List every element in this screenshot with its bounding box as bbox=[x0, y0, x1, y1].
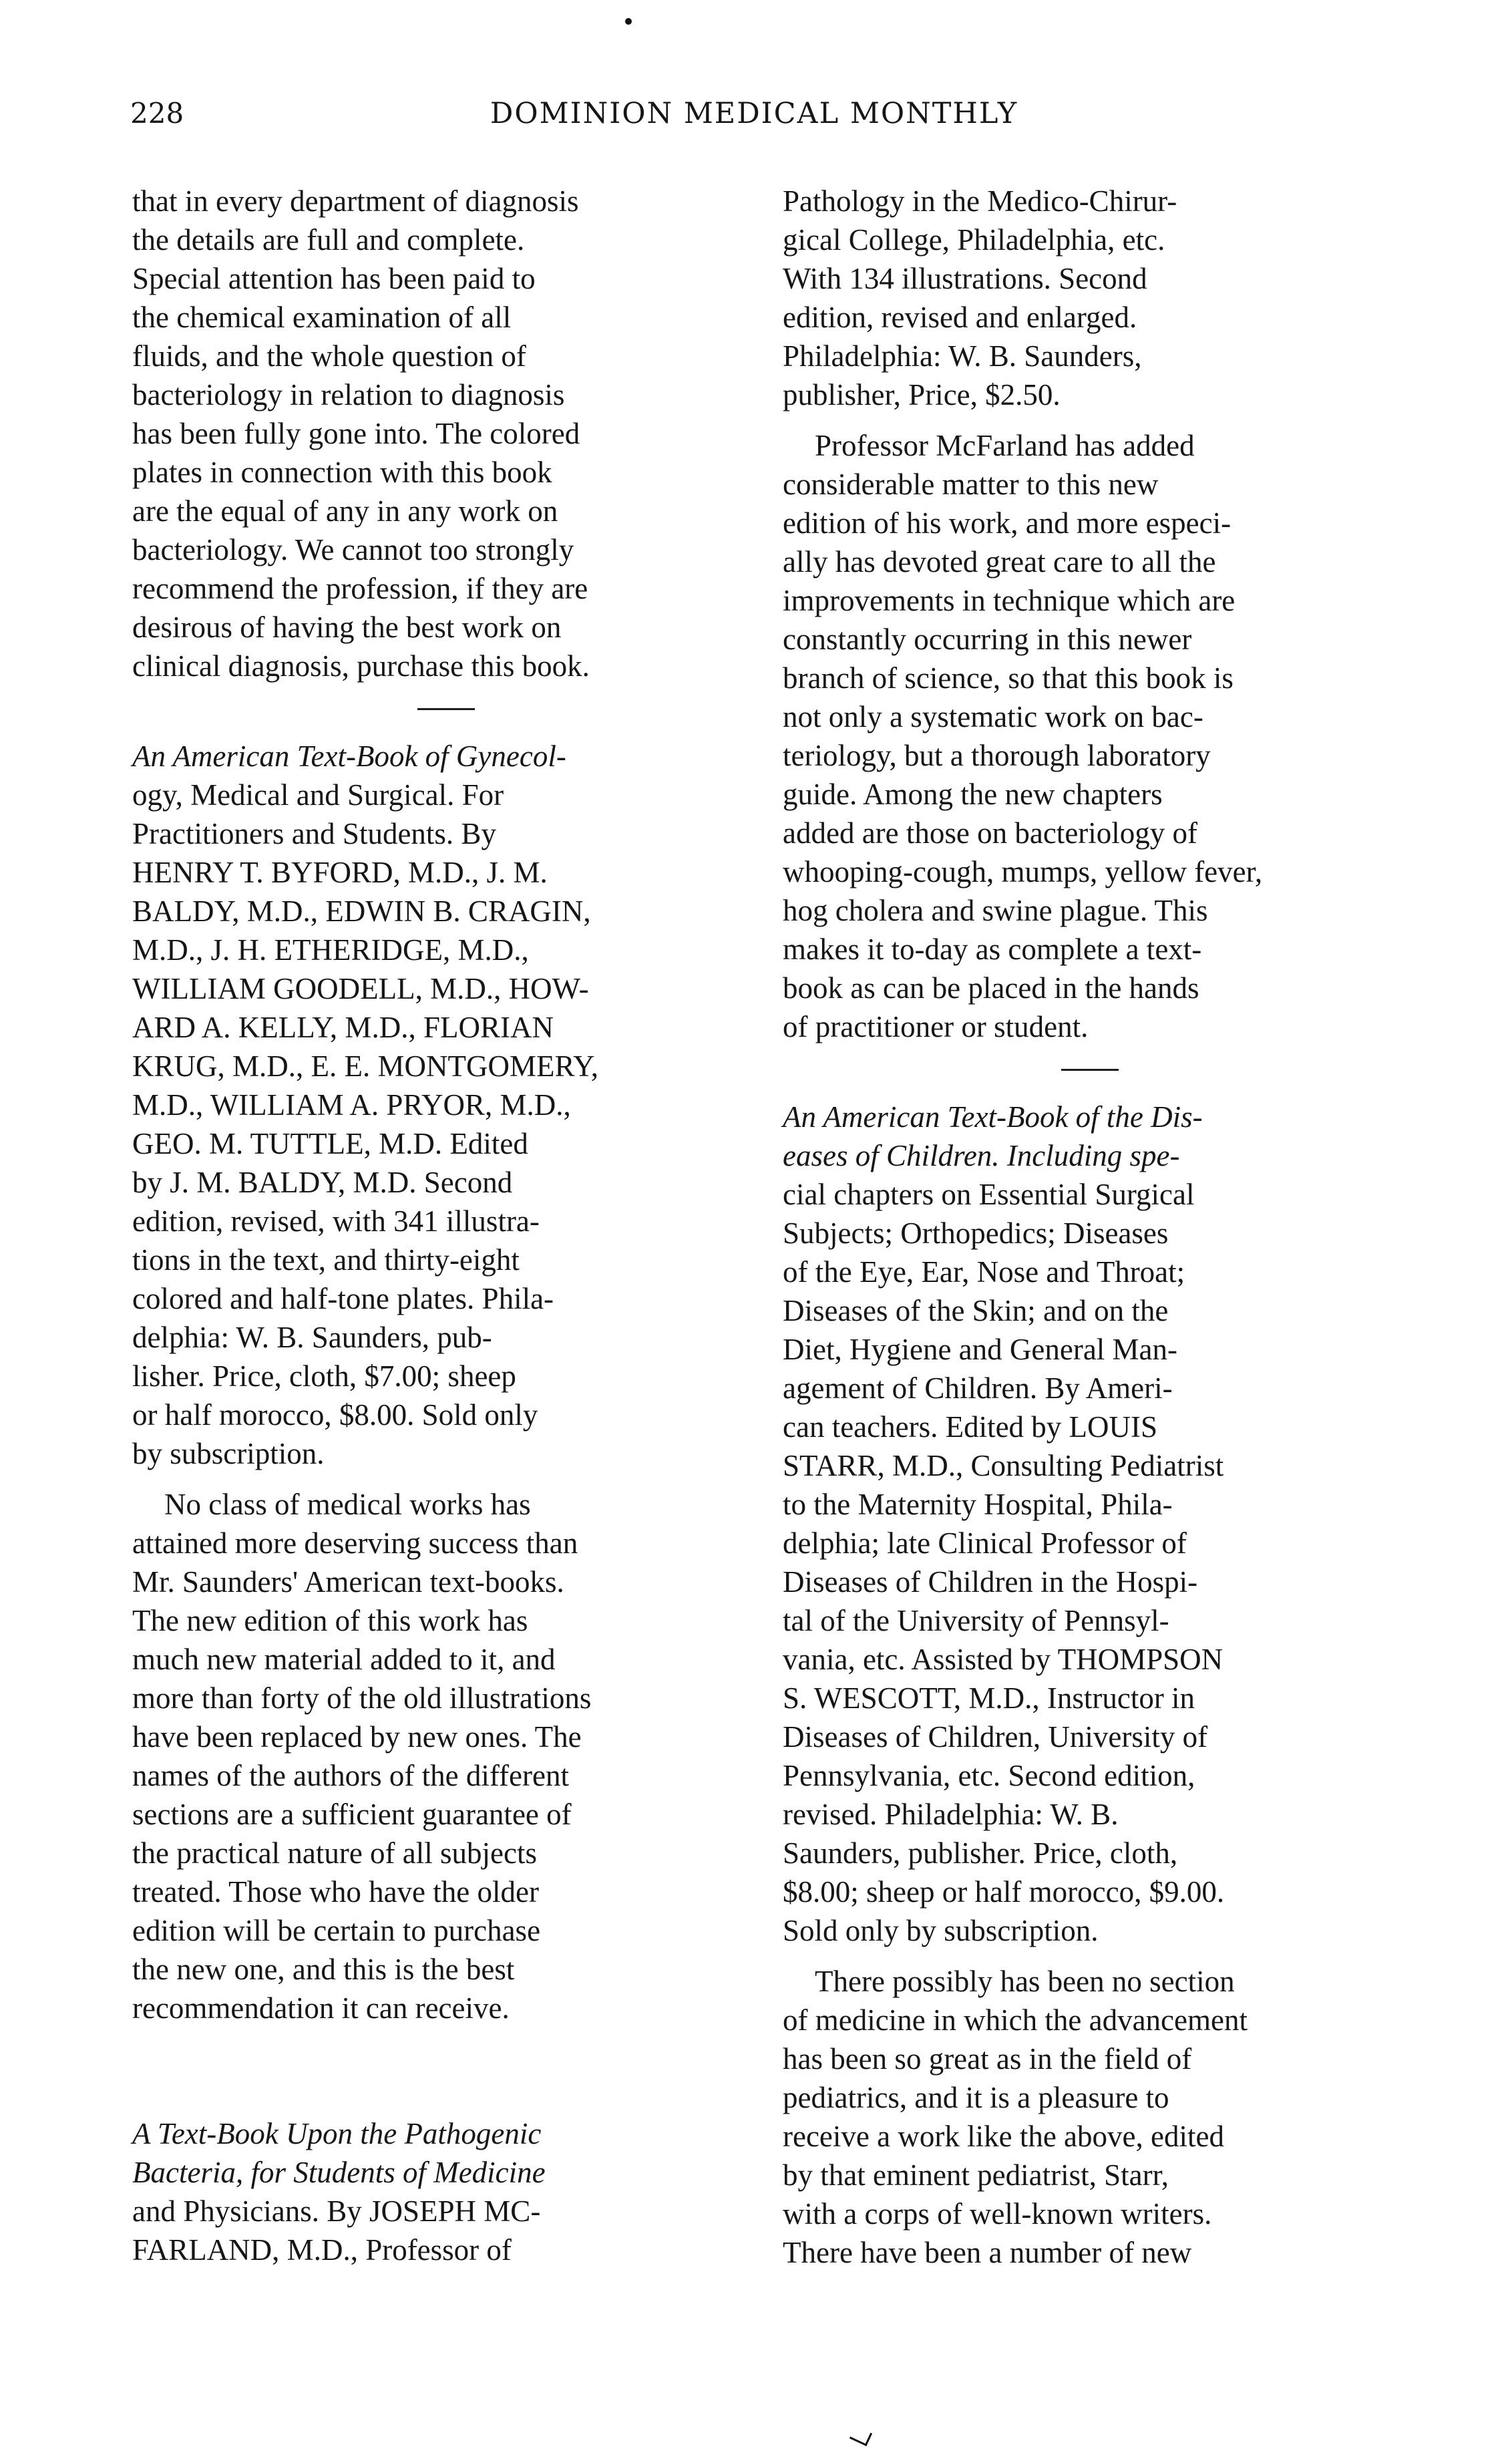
bacteria-review-paragraph bbox=[783, 426, 1397, 1046]
paragraph-spacing bbox=[783, 1950, 1397, 1962]
left-intro-paragraph bbox=[132, 182, 760, 685]
book-detail-line: by J. M. BALDY, M.D. Second bbox=[132, 1166, 513, 1199]
text-line: edition will be certain to purchase bbox=[132, 1914, 541, 1947]
book-detail-line: Subjects; Orthopedics; Diseases bbox=[783, 1216, 1169, 1250]
text-line: receive a work like the above, edited bbox=[783, 2120, 1224, 2153]
text-line: names of the authors of the different bbox=[132, 1759, 569, 1792]
text-line: has been fully gone into. The colored bbox=[132, 417, 580, 450]
text-line: hog cholera and swine plague. This bbox=[783, 894, 1208, 927]
book-detail-line: Diet, Hygiene and General Man- bbox=[783, 1333, 1178, 1366]
text-line: book as can be placed in the hands bbox=[783, 971, 1199, 1005]
text-line: ally has devoted great care to all the bbox=[783, 545, 1216, 579]
text-line: improvements in technique which are bbox=[783, 584, 1236, 617]
section-divider bbox=[417, 708, 475, 710]
text-line: branch of science, so that this book is bbox=[783, 661, 1234, 695]
book-detail-line: With 134 illustrations. Second bbox=[783, 262, 1147, 295]
book-detail-line: lisher. Price, cloth, $7.00; sheep bbox=[132, 1359, 516, 1393]
book-detail-line: delphia: W. B. Saunders, pub- bbox=[132, 1321, 492, 1354]
top-print-mark bbox=[625, 18, 632, 25]
text-line: has been so great as in the field of bbox=[783, 2042, 1192, 2076]
book-detail-line: delphia; late Clinical Professor of bbox=[783, 1526, 1187, 1560]
book-detail-line: M.D., WILLIAM A. PRYOR, M.D., bbox=[132, 1088, 571, 1122]
page-number: 228 bbox=[130, 97, 184, 130]
text-line: Special attention has been paid to bbox=[132, 262, 536, 295]
bacteria-entry-continued bbox=[783, 182, 1397, 414]
book-detail-line: ARD A. KELLY, M.D., FLORIAN bbox=[132, 1011, 554, 1044]
text-line: recommend the profession, if they are bbox=[132, 572, 588, 605]
text-line: clinical diagnosis, purchase this book. bbox=[132, 649, 590, 683]
book-detail-line: vania, etc. Assisted by THOMPSON bbox=[783, 1643, 1223, 1676]
running-title: DOMINION MEDICAL MONTHLY bbox=[490, 97, 1018, 130]
text-line: considerable matter to this new bbox=[783, 468, 1159, 501]
text-line: the practical nature of all subjects bbox=[132, 1836, 537, 1870]
text-line: There possibly has been no section bbox=[815, 1965, 1235, 1998]
text-line: Professor McFarland has added bbox=[815, 429, 1195, 462]
book-detail-line: tal of the University of Pennsyl- bbox=[783, 1604, 1169, 1637]
text-line: more than forty of the old illustrations bbox=[132, 1681, 592, 1715]
book-detail-line: tions in the text, and thirty-eight bbox=[132, 1243, 520, 1277]
book-detail-line: edition, revised and enlarged. bbox=[783, 301, 1137, 334]
text-line: guide. Among the new chapters bbox=[783, 778, 1163, 811]
text-line: teriology, but a thorough laboratory bbox=[783, 739, 1211, 772]
text-line: Mr. Saunders' American text-books. bbox=[132, 1565, 564, 1599]
book-detail-line: HENRY T. BYFORD, M.D., J. M. bbox=[132, 856, 548, 889]
book-detail-line: and Physicians. By JOSEPH MC- bbox=[132, 2194, 541, 2228]
gynecology-review-paragraph bbox=[132, 1485, 760, 2027]
text-line: of medicine in which the advancement bbox=[783, 2003, 1248, 2037]
book-detail-line: S. WESCOTT, M.D., Instructor in bbox=[783, 1681, 1195, 1715]
book-detail-line: Practitioners and Students. By bbox=[132, 817, 496, 850]
book-detail-line: edition, revised, with 341 illustra- bbox=[132, 1204, 540, 1238]
book-detail-line: Diseases of Children, University of bbox=[783, 1720, 1208, 1754]
book-detail-line: to the Maternity Hospital, Phila- bbox=[783, 1488, 1173, 1521]
left-column bbox=[132, 182, 760, 2269]
right-column bbox=[783, 182, 1397, 2272]
text-line: attained more deserving success than bbox=[132, 1526, 578, 1560]
book-entry-gynecology bbox=[132, 737, 760, 1473]
book-detail-line: $8.00; sheep or half morocco, $9.00. bbox=[783, 1875, 1225, 1909]
book-detail-line: Diseases of Children in the Hospi- bbox=[783, 1565, 1198, 1599]
text-line: There have been a number of new bbox=[783, 2236, 1192, 2269]
book-detail-line: agement of Children. By Ameri- bbox=[783, 1371, 1173, 1405]
children-review-paragraph bbox=[783, 1962, 1397, 2272]
text-line: added are those on bacteriology of bbox=[783, 816, 1198, 850]
text-line: sections are a sufficient guarantee of bbox=[132, 1798, 572, 1831]
book-detail-line: Pathology in the Medico-Chirur- bbox=[783, 184, 1177, 218]
book-detail-line: ogy, Medical and Surgical. For bbox=[132, 778, 504, 812]
section-spacing bbox=[132, 2027, 760, 2114]
text-line: are the equal of any in any work on bbox=[132, 494, 558, 528]
book-detail-line: GEO. M. TUTTLE, M.D. Edited bbox=[132, 1127, 528, 1160]
text-line: that in every department of diagnosis bbox=[132, 184, 579, 218]
book-detail-line: BALDY, M.D., EDWIN B. CRAGIN, bbox=[132, 894, 591, 928]
text-line: fluids, and the whole question of bbox=[132, 339, 526, 373]
text-line: the details are full and complete. bbox=[132, 223, 525, 257]
book-detail-line: FARLAND, M.D., Professor of bbox=[132, 2233, 512, 2267]
text-line: of practitioner or student. bbox=[783, 1010, 1089, 1043]
book-detail-line: Pennsylvania, etc. Second edition, bbox=[783, 1759, 1195, 1792]
text-line: desirous of having the best work on bbox=[132, 611, 562, 644]
book-title-line: Bacteria, for Students of Medicine bbox=[132, 2156, 546, 2189]
book-detail-line: colored and half-tone plates. Phila- bbox=[132, 1282, 554, 1315]
text-line: No class of medical works has bbox=[164, 1488, 531, 1521]
page-header bbox=[130, 94, 1366, 134]
text-line: recommendation it can receive. bbox=[132, 1991, 510, 2025]
text-line: with a corps of well-known writers. bbox=[783, 2197, 1212, 2231]
text-line: not only a systematic work on bac- bbox=[783, 700, 1203, 733]
book-detail-line: STARR, M.D., Consulting Pediatrist bbox=[783, 1449, 1224, 1482]
book-entry-children bbox=[783, 1098, 1397, 1950]
text-line: bacteriology in relation to diagnosis bbox=[132, 378, 565, 412]
text-line: much new material added to it, and bbox=[132, 1643, 556, 1676]
book-detail-line: Sold only by subscription. bbox=[783, 1914, 1099, 1947]
text-line: plates in connection with this book bbox=[132, 456, 552, 489]
book-detail-line: Diseases of the Skin; and on the bbox=[783, 1294, 1169, 1327]
book-detail-line: revised. Philadelphia: W. B. bbox=[783, 1798, 1119, 1831]
book-detail-line: cial chapters on Essential Surgical bbox=[783, 1178, 1195, 1211]
book-title-line: A Text-Book Upon the Pathogenic bbox=[132, 2117, 542, 2150]
book-title-line: eases of Children. Including spe- bbox=[783, 1139, 1180, 1172]
text-line: edition of his work, and more especi- bbox=[783, 506, 1232, 540]
book-detail-line: publisher, Price, $2.50. bbox=[783, 378, 1061, 412]
text-line: whooping-cough, mumps, yellow fever, bbox=[783, 855, 1263, 888]
text-line: The new edition of this work has bbox=[132, 1604, 528, 1637]
book-detail-line: KRUG, M.D., E. E. MONTGOMERY, bbox=[132, 1049, 598, 1083]
text-line: the chemical examination of all bbox=[132, 301, 512, 334]
book-detail-line: can teachers. Edited by LOUIS bbox=[783, 1410, 1158, 1444]
book-title-line: An American Text-Book of the Dis- bbox=[783, 1100, 1203, 1134]
text-line: constantly occurring in this newer bbox=[783, 623, 1192, 656]
text-line: makes it to-day as complete a text- bbox=[783, 933, 1202, 966]
book-entry-bacteria bbox=[132, 2114, 760, 2269]
text-line: pediatrics, and it is a pleasure to bbox=[783, 2081, 1169, 2114]
book-detail-line: WILLIAM GOODELL, M.D., HOW- bbox=[132, 972, 589, 1005]
paragraph-spacing bbox=[132, 1473, 760, 1485]
bottom-print-mark bbox=[849, 2426, 872, 2446]
book-detail-line: by subscription. bbox=[132, 1437, 325, 1470]
book-detail-line: or half morocco, $8.00. Sold only bbox=[132, 1398, 538, 1432]
section-divider bbox=[1061, 1069, 1119, 1071]
text-line: treated. Those who have the older bbox=[132, 1875, 539, 1909]
book-detail-line: gical College, Philadelphia, etc. bbox=[783, 223, 1165, 257]
text-line: the new one, and this is the best bbox=[132, 1953, 515, 1986]
book-detail-line: of the Eye, Ear, Nose and Throat; bbox=[783, 1255, 1185, 1289]
book-detail-line: Saunders, publisher. Price, cloth, bbox=[783, 1836, 1178, 1870]
book-detail-line: Philadelphia: W. B. Saunders, bbox=[783, 339, 1142, 373]
text-line: bacteriology. We cannot too strongly bbox=[132, 533, 574, 566]
text-line: have been replaced by new ones. The bbox=[132, 1720, 582, 1754]
book-title-line: An American Text-Book of Gynecol- bbox=[132, 740, 566, 773]
text-line: by that eminent pediatrist, Starr, bbox=[783, 2158, 1169, 2192]
paragraph-spacing bbox=[783, 414, 1397, 426]
book-detail-line: M.D., J. H. ETHERIDGE, M.D., bbox=[132, 933, 529, 967]
